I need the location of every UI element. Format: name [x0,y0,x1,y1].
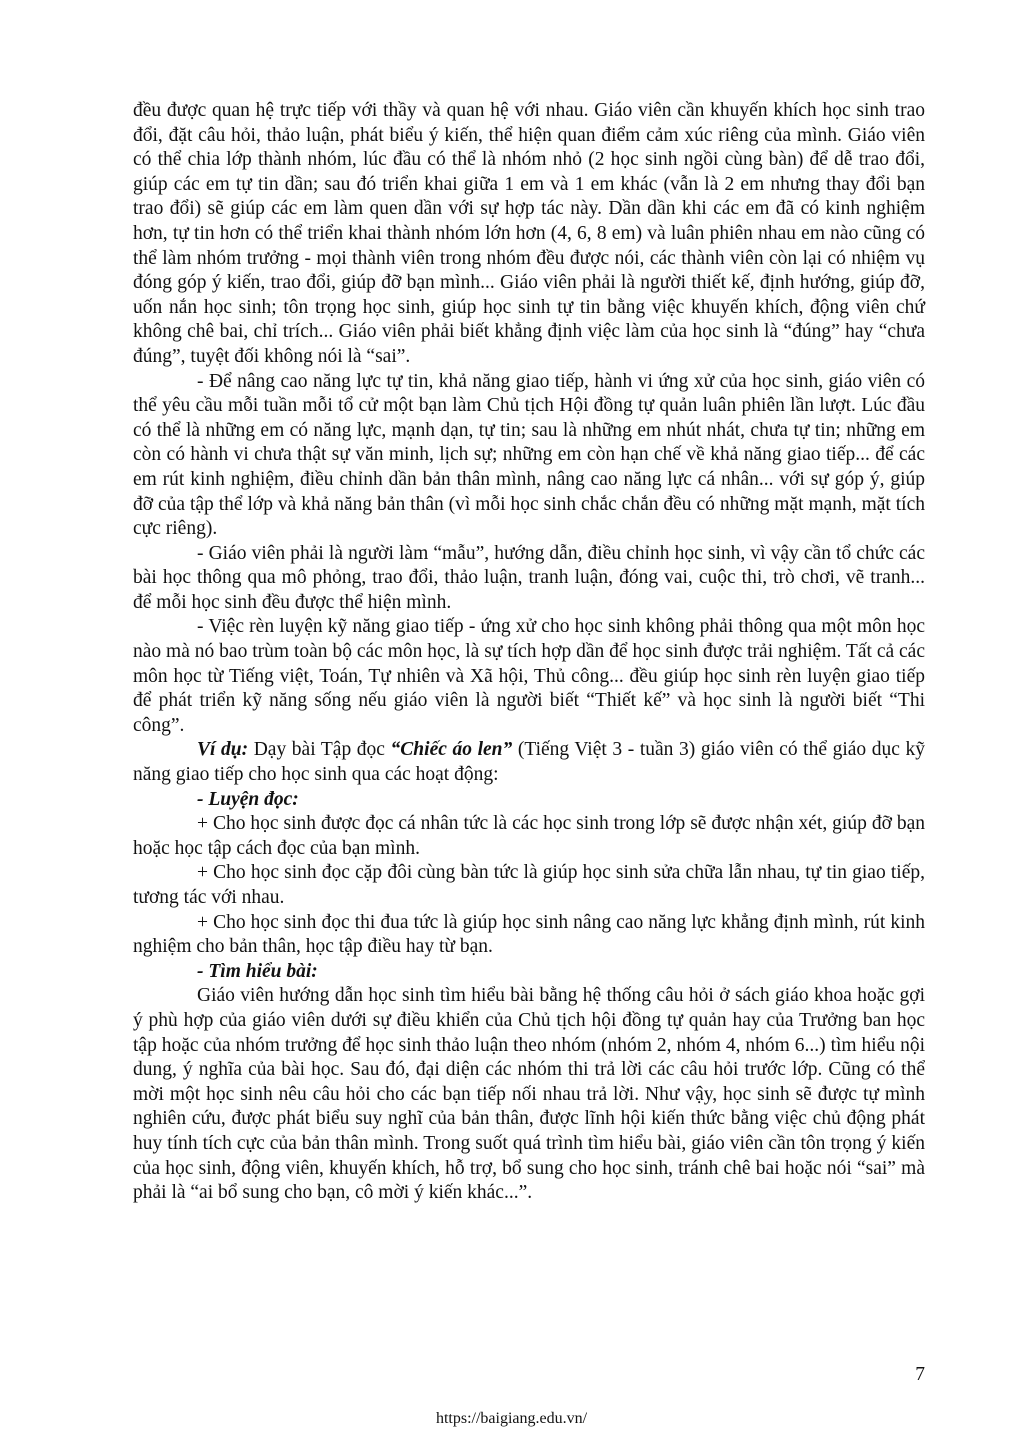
body-text [133,99,925,1206]
paragraph: - Giáo viên phải là người làm “mẫu”, hướng dẫn, điều chỉnh học sinh, vì vậy cần tổ chức các bài học thông qua mô phỏng, trao đổi, thảo luận, tranh luận, đóng vai, cuộc thi, trò chơi, vẽ tranh... để mỗi học sinh đều được thể hiện mình. [133,542,925,613]
list-item: + Cho học sinh đọc cặp đôi cùng bàn tức là giúp học sinh sửa chữa lẫn nhau, tự tin giao tiếp, tương tác với nhau. [133,862,925,908]
example-text-after: (Tiếng Việt 3 - tuần 3) giáo viên có thể giáo dục kỹ năng giao tiếp cho học sinh qua các hoạt động: [133,739,926,786]
example-paragraph [133,738,925,787]
footer-url[interactable]: https://baigiang.edu.vn/ [435,1410,588,1427]
paragraph: Giáo viên hướng dẫn học sinh tìm hiểu bài bằng hệ thống câu hỏi ở sách giáo khoa hoặc gợi ý phù hợp của giáo viên dưới sự điều khiển của Chủ tịch hội đồng tự quản hay của Trưởng ban học tập hoặc của nhóm trưởng để học sinh thảo luận theo nhóm (nhóm 2, nhóm 4, nhóm 6...) tìm hiểu nội dung, ý nghĩa của bài học. Sau đó, đại diện các nhóm thi trả lời các câu hỏi trước lớp. Cũng có thể mời một học sinh nêu câu hỏi cho các bạn tiếp nối nhau trả lời. Như vậy, học sinh sẽ được tự mình nghiên cứu, được phát biểu suy nghĩ của bản thân, được lĩnh hội kiến thức bằng việc chủ động phát huy tính tích cực của bản thân mình. Trong suốt quá trình tìm hiểu bài, giáo viên cần tôn trọng ý kiến của học sinh, động viên, khuyến khích, hỗ trợ, bổ sung cho học sinh, tránh chê bai hoặc nói “sai” mà phải là “ai bổ sung cho bạn, cô mời ý kiến khác...”. [133,985,925,1204]
list-item: + Cho học sinh được đọc cá nhân tức là các học sinh trong lớp sẽ được nhận xét, giúp đỡ bạn hoặc học tập cách đọc của bạn mình. [133,813,925,859]
paragraph: đều được quan hệ trực tiếp với thầy và quan hệ với nhau. Giáo viên cần khuyến khích học sinh trao đổi, đặt câu hỏi, thảo luận, phát biểu ý kiến, thể hiện quan điểm cảm xúc riêng của mình. Giáo viên có thể chia lớp thành nhóm, lúc đầu có thể là nhóm nhỏ (2 học sinh ngồi cùng bàn) để dễ trao đổi, giúp các em tự tin dần; sau đó triển khai giữa 1 em và 1 em khác (vẫn là 2 em nhưng thay đổi bạn trao đổi) sẽ giúp các em làm quen dần với sự hợp tác này. Dần dần khi các em đã có kinh nghiệm hơn, tự tin hơn có thể triển khai thành nhóm lớn hơn (4, 6, 8 em) và luân phiên nhau em nào cũng có thể làm nhóm trưởng - mọi thành viên trong nhóm đều được nói, các thành viên còn lại có nhiệm vụ đóng góp ý kiến, trao đổi, giúp đỡ bạn mình... Giáo viên phải là người thiết kế, định hướng, giúp đỡ, uốn nắn học sinh; tôn trọng học sinh, giúp học sinh tự tin bằng việc khuyến khích, động viên chứ không chê bai, chỉ trích... Giáo viên phải biết khẳng định việc làm của học sinh là “đúng” hay “chưa đúng”, tuyệt đối không nói là “sai”. [133,100,925,367]
example-text-before: Dạy bài Tập đọc [248,739,391,761]
list-item: + Cho học sinh đọc thi đua tức là giúp học sinh nâng cao năng lực khẳng định mình, rút kinh nghiệm cho bản thân, học tập điều hay từ bạn. [133,911,925,958]
section-heading-reading: - Luyện đọc: [197,788,299,810]
paragraph: - Để nâng cao năng lực tự tin, khả năng giao tiếp, hành vi ứng xử của học sinh, giáo viên có thể yêu cầu mỗi tuần mỗi tổ cử một bạn làm Chủ tịch Hội đồng tự quản luân phiên lần lượt. Lúc đầu có thể là những em có năng lực, mạnh dạn, tự tin; sau là những em nhút nhát, chưa tự tin; những em còn có hành vi chưa thật sự văn minh, lịch sự; những em còn hạn chế về khả năng giao tiếp... để các em rút kinh nghiệm, điều chỉnh dần bản thân mình, nâng cao năng lực cá nhân... với sự góp ý, giúp đỡ của tập thể lớp và khả năng bản thân (vì mỗi học sinh chắc chắn đều có những mặt mạnh, mặt tích cực riêng). [133,370,925,540]
example-label: Ví dụ: [197,739,249,761]
paragraph: - Việc rèn luyện kỹ năng giao tiếp - ứng xử cho học sinh không phải thông qua một môn học nào mà nó bao trùm toàn bộ các môn học, là sự tích hợp dần để học sinh được trải nghiệm. Tất cả các môn học từ Tiếng việt, Toán, Tự nhiên và Xã hội, Thủ công... đều giúp học sinh rèn luyện giao tiếp để phát triển kỹ năng sống nếu giáo viên là người biết “Thiết kế” và học sinh là người biết “Thi công”. [133,616,925,736]
section-heading-understanding: - Tìm hiểu bài: [197,960,318,982]
page-number: 7 [915,1364,925,1385]
example-lesson-title: “Chiếc áo len” [390,739,513,761]
